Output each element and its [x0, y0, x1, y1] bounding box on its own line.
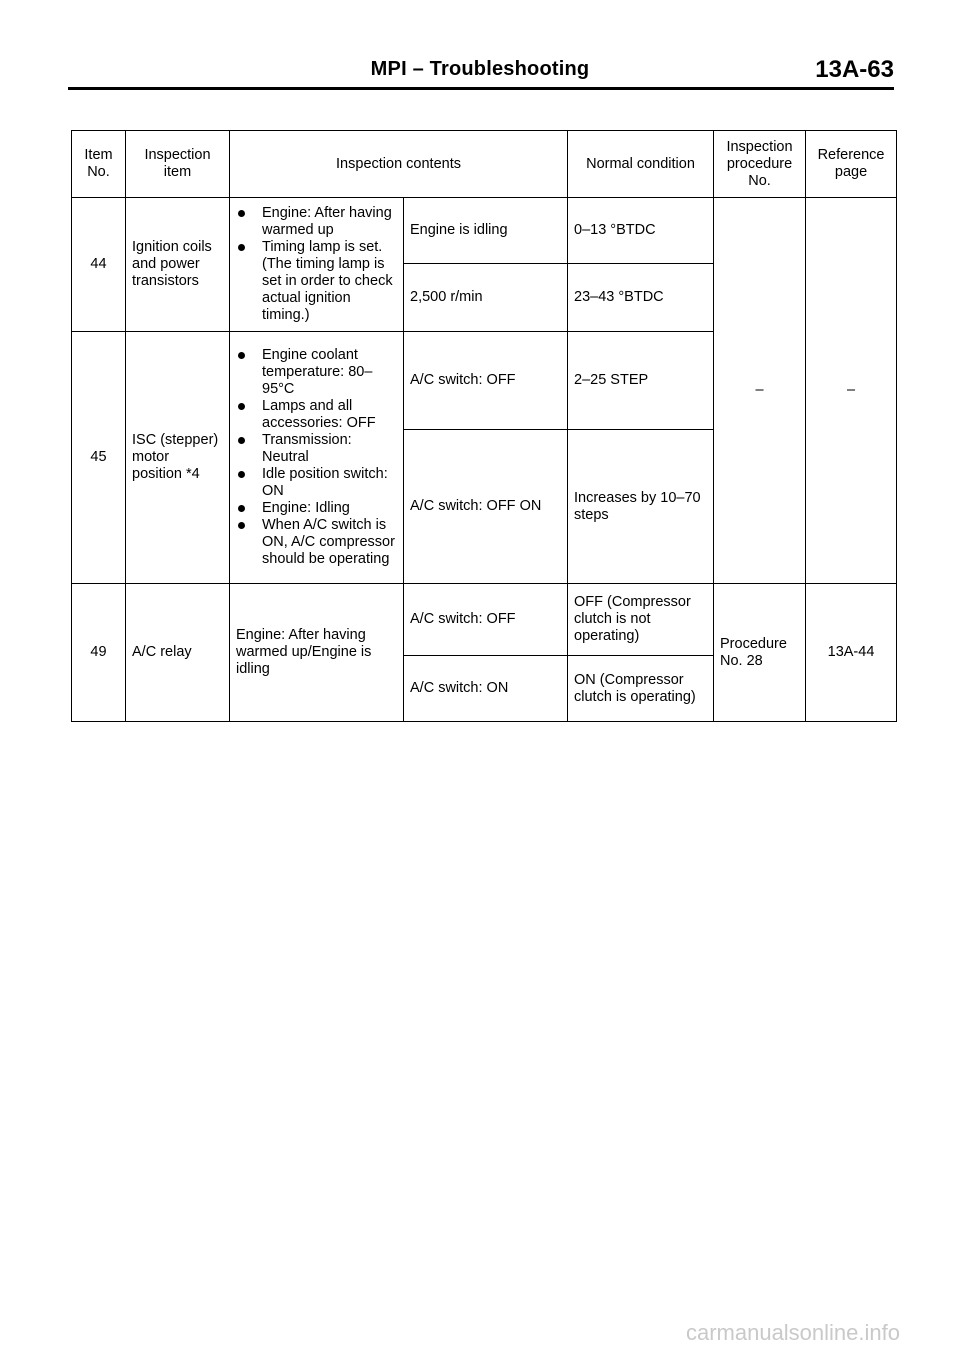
condition-item: Transmission: Neutral — [230, 432, 397, 466]
page-title: MPI – Troubleshooting — [370, 58, 590, 80]
contents-44-idle: Engine is idling — [404, 198, 568, 264]
normal-45-offon: Increases by 10–70 steps — [568, 430, 714, 584]
normal-44-idle: 0–13 °BTDC — [568, 198, 714, 264]
condition-item: Lamps and all accessories: OFF — [230, 398, 397, 432]
normal-49-on: ON (Compressor clutch is operating) — [568, 656, 714, 722]
condition-item: When A/C switch is ON, A/C compressor should be operating — [230, 517, 397, 568]
header-inspection-procedure: Inspection procedure No. — [714, 131, 806, 198]
header-reference-page: Reference page — [806, 131, 897, 198]
header-inspection-item: Inspection item — [126, 131, 230, 198]
inspection-item-44: Ignition coils and power transistors — [126, 198, 230, 332]
header-inspection-contents: Inspection contents — [230, 131, 568, 198]
reference-49: 13A-44 — [806, 584, 897, 722]
condition-item: Timing lamp is set. (The timing lamp is set in order to check actual ignition timing.) — [230, 239, 397, 324]
conditions-44 — [230, 198, 404, 332]
table-row — [72, 584, 897, 656]
item-no-45: 45 — [72, 332, 126, 584]
contents-49-off: A/C switch: OFF — [404, 584, 568, 656]
condition-item: Idle position switch: ON — [230, 466, 397, 500]
item-no-49: 49 — [72, 584, 126, 722]
header-item-no: Item No. — [72, 131, 126, 198]
table-header-row — [72, 131, 897, 198]
contents-45-off: A/C switch: OFF — [404, 332, 568, 430]
inspection-item-45: ISC (stepper) motor position *4 — [126, 332, 230, 584]
inspection-table — [71, 130, 897, 722]
procedure-44-45: – — [714, 198, 806, 584]
watermark: carmanualsonline.info — [685, 1320, 900, 1345]
header-rule — [68, 87, 894, 90]
item-no-44: 44 — [72, 198, 126, 332]
procedure-49: Procedure No. 28 — [714, 584, 806, 722]
table-row — [72, 198, 897, 264]
contents-44-2500: 2,500 r/min — [404, 264, 568, 332]
contents-49-on: A/C switch: ON — [404, 656, 568, 722]
condition-item: Engine: After having warmed up — [230, 205, 397, 239]
conditions-45 — [230, 332, 404, 584]
conditions-49: Engine: After having warmed up/Engine is idling — [230, 584, 404, 722]
header-normal-condition: Normal condition — [568, 131, 714, 198]
reference-44-45: – — [806, 198, 897, 584]
page-number: 13A-63 — [815, 56, 894, 83]
contents-45-offon: A/C switch: OFF ON — [404, 430, 568, 584]
normal-45-off: 2–25 STEP — [568, 332, 714, 430]
condition-item: Engine coolant temperature: 80–95°C — [230, 347, 397, 398]
normal-44-2500: 23–43 °BTDC — [568, 264, 714, 332]
condition-item: Engine: Idling — [230, 500, 397, 517]
inspection-item-49: A/C relay — [126, 584, 230, 722]
normal-49-off: OFF (Compressor clutch is not operating) — [568, 584, 714, 656]
